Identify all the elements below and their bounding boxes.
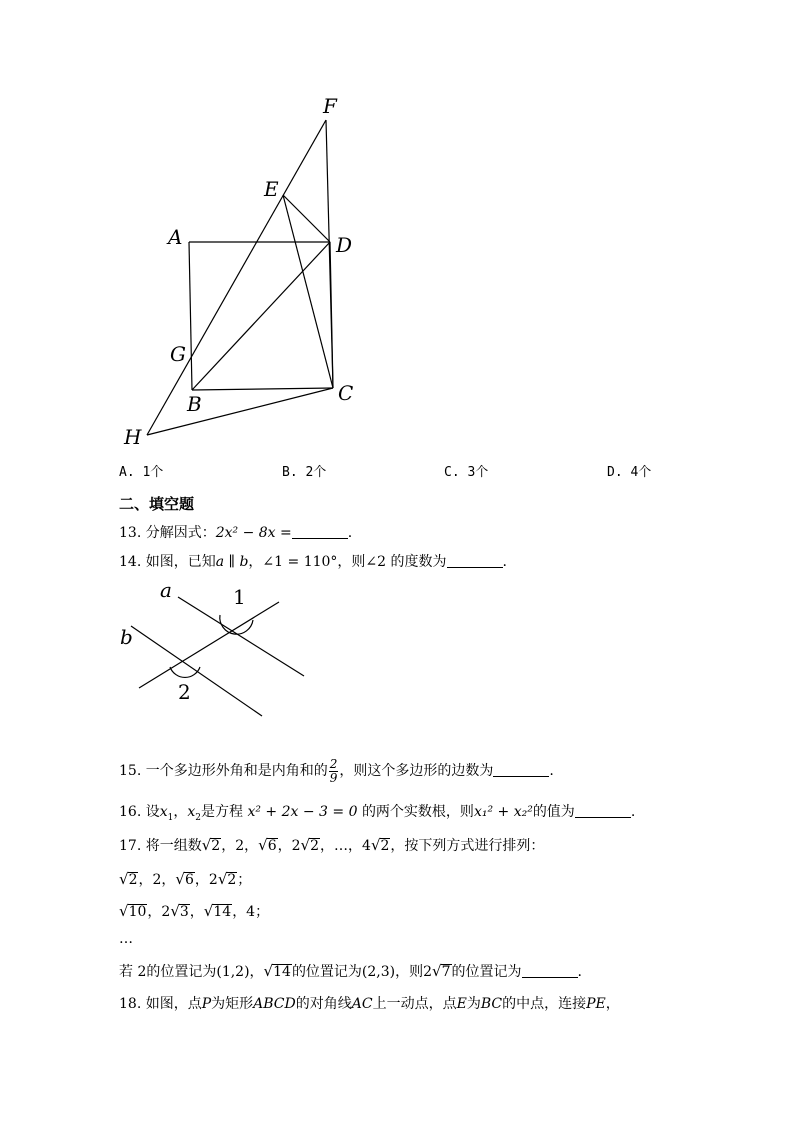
label-E: E	[264, 177, 279, 201]
question-13: 13. 分解因式：2x² − 8x = .	[119, 525, 353, 541]
choice-d[interactable]: D. 4个	[607, 465, 652, 480]
answer-blank-16[interactable]	[575, 805, 631, 818]
fraction-2-9: $\frac{2}{9}$	[329, 756, 338, 785]
line-label-b: b	[120, 625, 133, 649]
label-G: G	[170, 342, 186, 366]
arrangement-row-1: √2，2，√6，2√2；	[119, 870, 252, 888]
label-B: B	[187, 392, 202, 416]
answer-blank-17[interactable]	[522, 965, 578, 978]
section-title: 二、填空题	[119, 495, 195, 513]
label-D: D	[336, 233, 353, 257]
answer-blank-14[interactable]	[447, 555, 503, 568]
arrangement-ellipsis: …	[119, 931, 133, 947]
geometry-figure-1	[110, 90, 370, 450]
angle-label-1: 1	[233, 585, 246, 609]
question-17-final: 若 2的位置记为(1,2)，√14的位置记为(2,3)，则2√7的位置记为 .	[119, 962, 582, 980]
choice-b[interactable]: B. 2个	[282, 465, 327, 480]
arrangement-row-2: √10，2√3，√14，4；	[119, 902, 270, 920]
label-F: F	[323, 94, 337, 118]
choice-c[interactable]: C. 3个	[444, 465, 489, 480]
angle-label-2: 2	[178, 680, 191, 704]
parallel-lines-figure	[115, 575, 315, 725]
question-15: 15. 一个多边形外角和是内角和的 $\frac{2}{9}$ ，则这个多边形的边数为 .	[119, 756, 554, 785]
answer-blank-15[interactable]	[493, 764, 549, 777]
label-A: A	[168, 225, 183, 249]
line-label-a: a	[160, 578, 172, 602]
question-17: 17. 将一组数√2，2，√6，2√2，…，4√2，按下列方式进行排列：	[119, 836, 545, 854]
question-16: 16. 设$x_1$，$x_2$是方程 x² + 2x − 3 = 0 的两个实数根，则x₁² + x₂²的值为 .	[119, 804, 636, 823]
question-14: 14. 如图，已知a ∥ b，∠1 = 110°，则∠2 的度数为 .	[119, 554, 507, 570]
question-18: 18. 如图，点P为矩形ABCD的对角线AC上一动点，点E为BC的中点，连接PE，	[119, 996, 620, 1012]
label-H: H	[124, 425, 142, 449]
choice-a[interactable]: A. 1个	[119, 465, 164, 480]
answer-blank-13[interactable]	[292, 526, 348, 539]
label-C: C	[338, 381, 354, 405]
